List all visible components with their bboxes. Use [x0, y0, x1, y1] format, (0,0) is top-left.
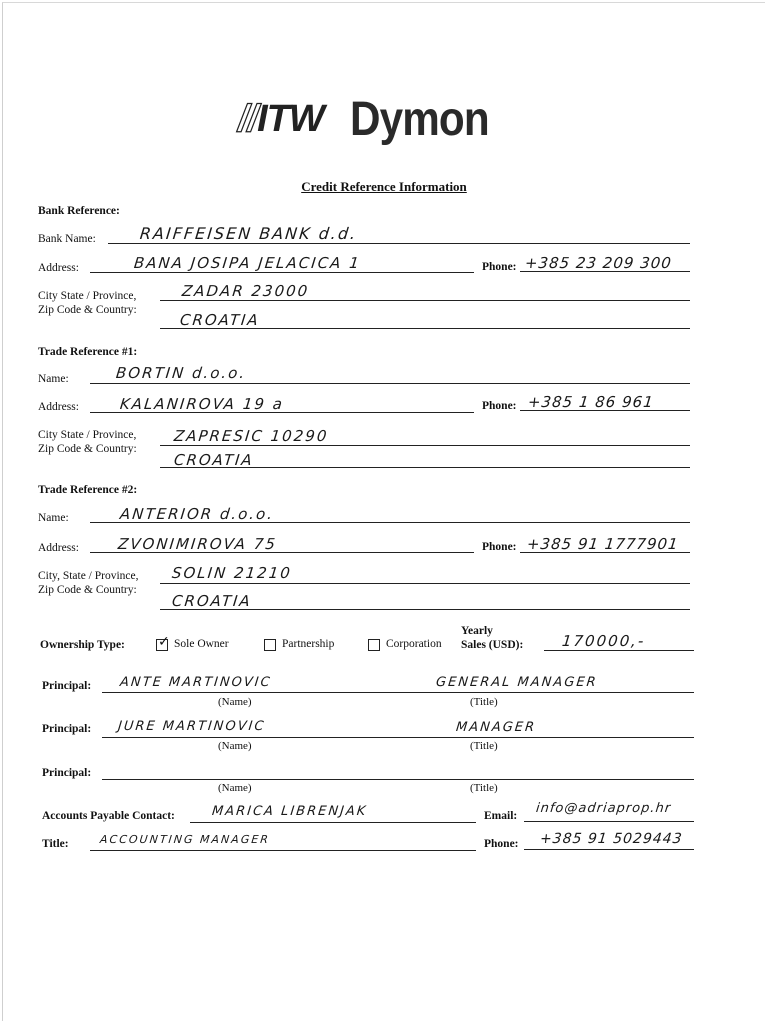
accounts-title-value[interactable]: ACCOUNTING MANAGER [99, 833, 271, 846]
bank-name-value[interactable]: RAIFFEISEN BANK d.d. [139, 224, 359, 243]
accounts-contact-line [190, 822, 476, 823]
form-title: Credit Reference Information [301, 179, 467, 194]
corporation-label: Corporation [386, 638, 442, 650]
title-label: Title: [42, 838, 69, 850]
trade1-name-line [90, 383, 690, 384]
trade1-name-label: Name: [38, 373, 69, 385]
sole-owner-label: Sole Owner [174, 638, 229, 650]
trade-ref-1-heading: Trade Reference #1: [38, 346, 138, 358]
trade2-city-value[interactable]: SOLIN 21210 [171, 564, 293, 582]
email-value[interactable]: info@adriaprop.hr [535, 801, 672, 816]
principal-2-name[interactable]: JURE MARTINOVIC [117, 719, 267, 734]
principal-3-line [102, 779, 694, 780]
trade1-zip-label: Zip Code & Country: [38, 443, 137, 455]
principal-1-name-caption: (Name) [218, 696, 252, 708]
accounts-title-line [90, 850, 476, 851]
principal-1-line [102, 692, 694, 693]
yearly-label: Yearly [461, 625, 493, 637]
bank-city-line [160, 300, 690, 301]
principal-2-label: Principal: [42, 723, 92, 735]
trade1-country-value[interactable]: CROATIA [173, 451, 255, 469]
bank-name-line [108, 243, 690, 244]
trade2-address-label: Address: [38, 542, 79, 554]
trade1-name-value[interactable]: BORTIN d.o.o. [115, 364, 248, 382]
principal-2-title[interactable]: MANAGER [455, 720, 537, 735]
principal-1-title-caption: (Title) [470, 696, 498, 708]
corporation-checkbox[interactable] [368, 639, 380, 651]
accounts-phone-label: Phone: [484, 838, 519, 850]
accounts-phone-line [524, 849, 694, 850]
principal-3-title-caption: (Title) [470, 782, 498, 794]
partnership-label: Partnership [282, 638, 335, 650]
sole-owner-checkbox[interactable] [156, 634, 170, 651]
trade2-name-label: Name: [38, 512, 69, 524]
trade2-name-value[interactable]: ANTERIOR d.o.o. [119, 505, 276, 523]
partnership-checkbox[interactable] [264, 639, 276, 651]
bank-phone-value[interactable]: +385 23 209 300 [524, 254, 673, 272]
email-line [524, 821, 694, 822]
bank-address-line [90, 272, 474, 273]
accounts-payable-contact-label: Accounts Payable Contact: [42, 810, 175, 822]
trade2-zip-label: Zip Code & Country: [38, 584, 137, 596]
trade1-address-label: Address: [38, 401, 79, 413]
trade1-phone-value[interactable]: +385 1 86 961 [527, 393, 655, 411]
bank-country-value[interactable]: CROATIA [179, 311, 261, 329]
page-border [2, 2, 765, 1021]
logo-prefix: //ITW [238, 98, 324, 140]
bank-city-value[interactable]: ZADAR 23000 [181, 282, 311, 300]
principal-2-line [102, 737, 694, 738]
trade1-city-value[interactable]: ZAPRESIC 10290 [173, 427, 330, 445]
bank-address-label: Address: [38, 262, 79, 274]
trade1-city-line [160, 445, 690, 446]
principal-1-title[interactable]: GENERAL MANAGER [435, 675, 599, 690]
trade2-city-line [160, 583, 690, 584]
check-mark-icon: ✓ [158, 634, 170, 650]
ownership-type-label: Ownership Type: [40, 639, 125, 651]
trade2-address-value[interactable]: ZVONIMIROVA 75 [117, 535, 278, 553]
principal-1-name[interactable]: ANTE MARTINOVIC [119, 675, 273, 690]
principal-2-name-caption: (Name) [218, 740, 252, 752]
principal-3-name-caption: (Name) [218, 782, 252, 794]
logo-brand: Dymon [350, 93, 489, 146]
accounts-contact-value[interactable]: MARICA LIBRENJAK [211, 804, 369, 819]
bank-reference-heading: Bank Reference: [38, 205, 120, 217]
trade1-phone-label: Phone: [482, 400, 517, 412]
sales-value[interactable]: 170000,- [561, 632, 647, 650]
sales-line [544, 650, 694, 651]
sales-usd-label: Sales (USD): [461, 639, 524, 651]
trade1-city-label: City State / Province, [38, 429, 137, 441]
trade2-country-value[interactable]: CROATIA [171, 592, 253, 610]
bank-city-label: City State / Province, [38, 290, 137, 302]
itw-dymon-logo [238, 92, 508, 150]
bank-phone-label: Phone: [482, 261, 517, 273]
trade2-city-label: City, State / Province, [38, 570, 139, 582]
trade2-phone-label: Phone: [482, 541, 517, 553]
email-label: Email: [484, 810, 518, 822]
trade2-phone-value[interactable]: +385 91 1777901 [526, 535, 680, 553]
bank-address-value[interactable]: BANA JOSIPA JELACICA 1 [133, 254, 362, 272]
bank-name-label: Bank Name: [38, 233, 96, 245]
bank-zip-label: Zip Code & Country: [38, 304, 137, 316]
principal-1-label: Principal: [42, 680, 92, 692]
principal-2-title-caption: (Title) [470, 740, 498, 752]
trade-ref-2-heading: Trade Reference #2: [38, 484, 138, 496]
principal-3-label: Principal: [42, 767, 92, 779]
accounts-phone-value[interactable]: +385 91 5029443 [539, 831, 684, 847]
trade1-address-value[interactable]: KALANIROVA 19 a [119, 395, 285, 413]
